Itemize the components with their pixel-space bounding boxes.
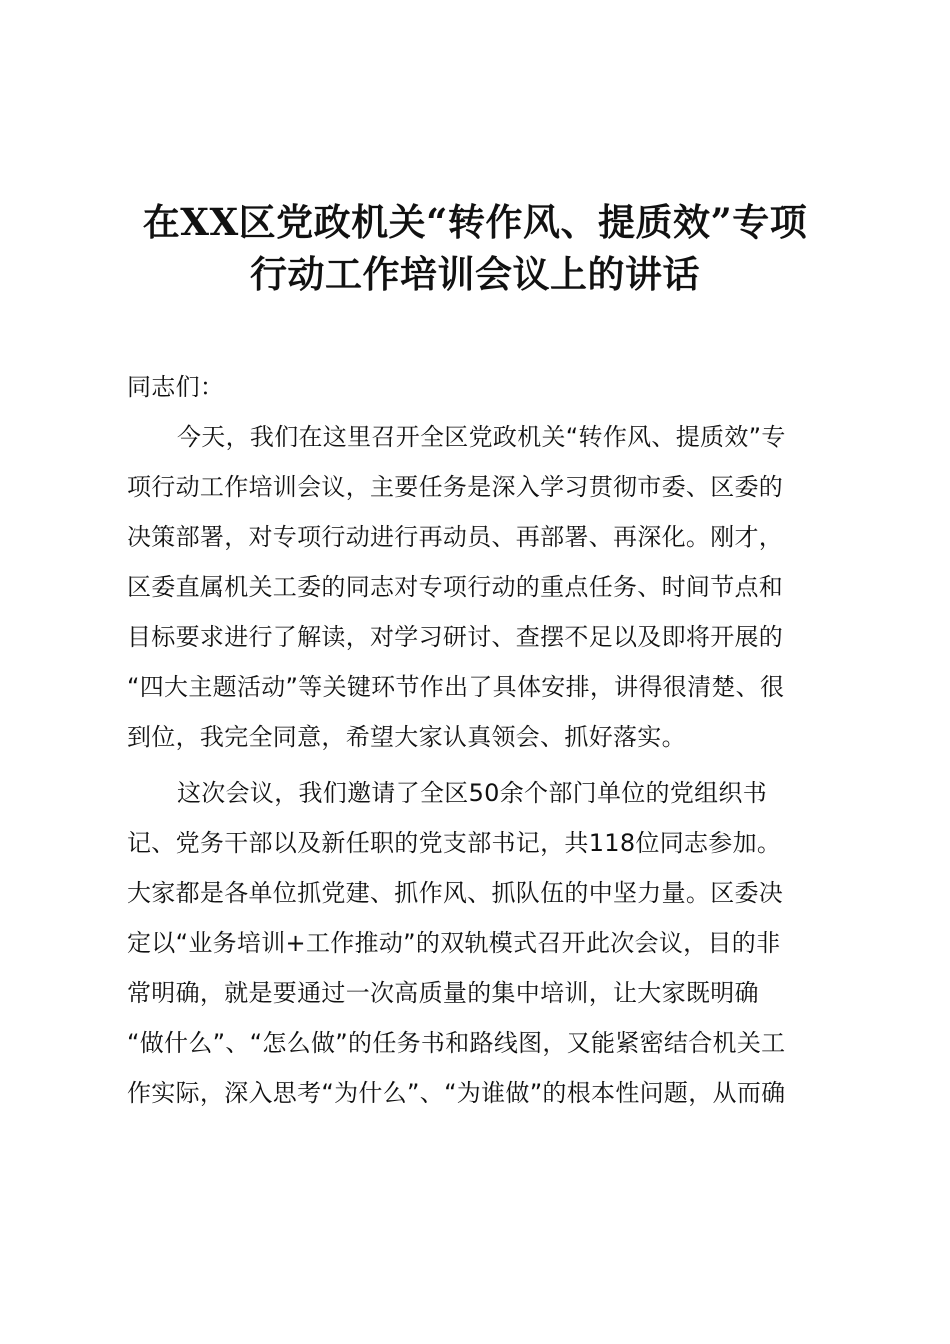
salutation: 同志们： (127, 373, 225, 401)
paragraph-line: 今天，我们在这里召开全区党政机关“转作风、提质效”专 (177, 423, 786, 451)
title-line: 在XX区党政机关“转作风、提质效”专项 (142, 200, 808, 244)
paragraph-line: 这次会议，我们邀请了全区50余个部门单位的党组织书 (177, 779, 768, 807)
paragraph-2 (127, 768, 827, 1118)
paragraph-line: 目标要求进行了解读，对学习研讨、查摆不足以及即将开展的 (127, 623, 784, 651)
paragraph-line: “做什么”、“怎么做”的任务书和路线图，又能紧密结合机关工 (127, 1029, 786, 1057)
document-body (127, 362, 827, 1118)
paragraph-line: 区委直属机关工委的同志对专项行动的重点任务、时间节点和 (127, 573, 784, 601)
paragraph-line: “四大主题活动”等关键环节作出了具体安排，讲得很清楚、很 (127, 673, 785, 701)
paragraph-line: 作实际，深入思考“为什么”、“为谁做”的根本性问题，从而确 (127, 1079, 786, 1107)
paragraph-line: 大家都是各单位抓党建、抓作风、抓队伍的中坚力量。区委决 (127, 879, 784, 907)
paragraph-line: 记、党务干部以及新任职的党支部书记，共118位同志参加。 (127, 829, 782, 857)
paragraph-line: 常明确，就是要通过一次高质量的集中培训，让大家既明确 (127, 979, 759, 1007)
paragraph-line: 到位，我完全同意，希望大家认真领会、抓好落实。 (127, 723, 686, 751)
paragraph-line: 定以“业务培训+工作推动”的双轨模式召开此次会议，目的非 (127, 929, 781, 957)
paragraph-line: 项行动工作培训会议，主要任务是深入学习贯彻市委、区委的 (127, 473, 784, 501)
title-line: 行动工作培训会议上的讲话 (250, 252, 700, 296)
paragraph-1 (127, 412, 827, 762)
paragraph-line: 决策部署，对专项行动进行再动员、再部署、再深化。刚才， (127, 523, 784, 551)
document-title (100, 196, 850, 300)
